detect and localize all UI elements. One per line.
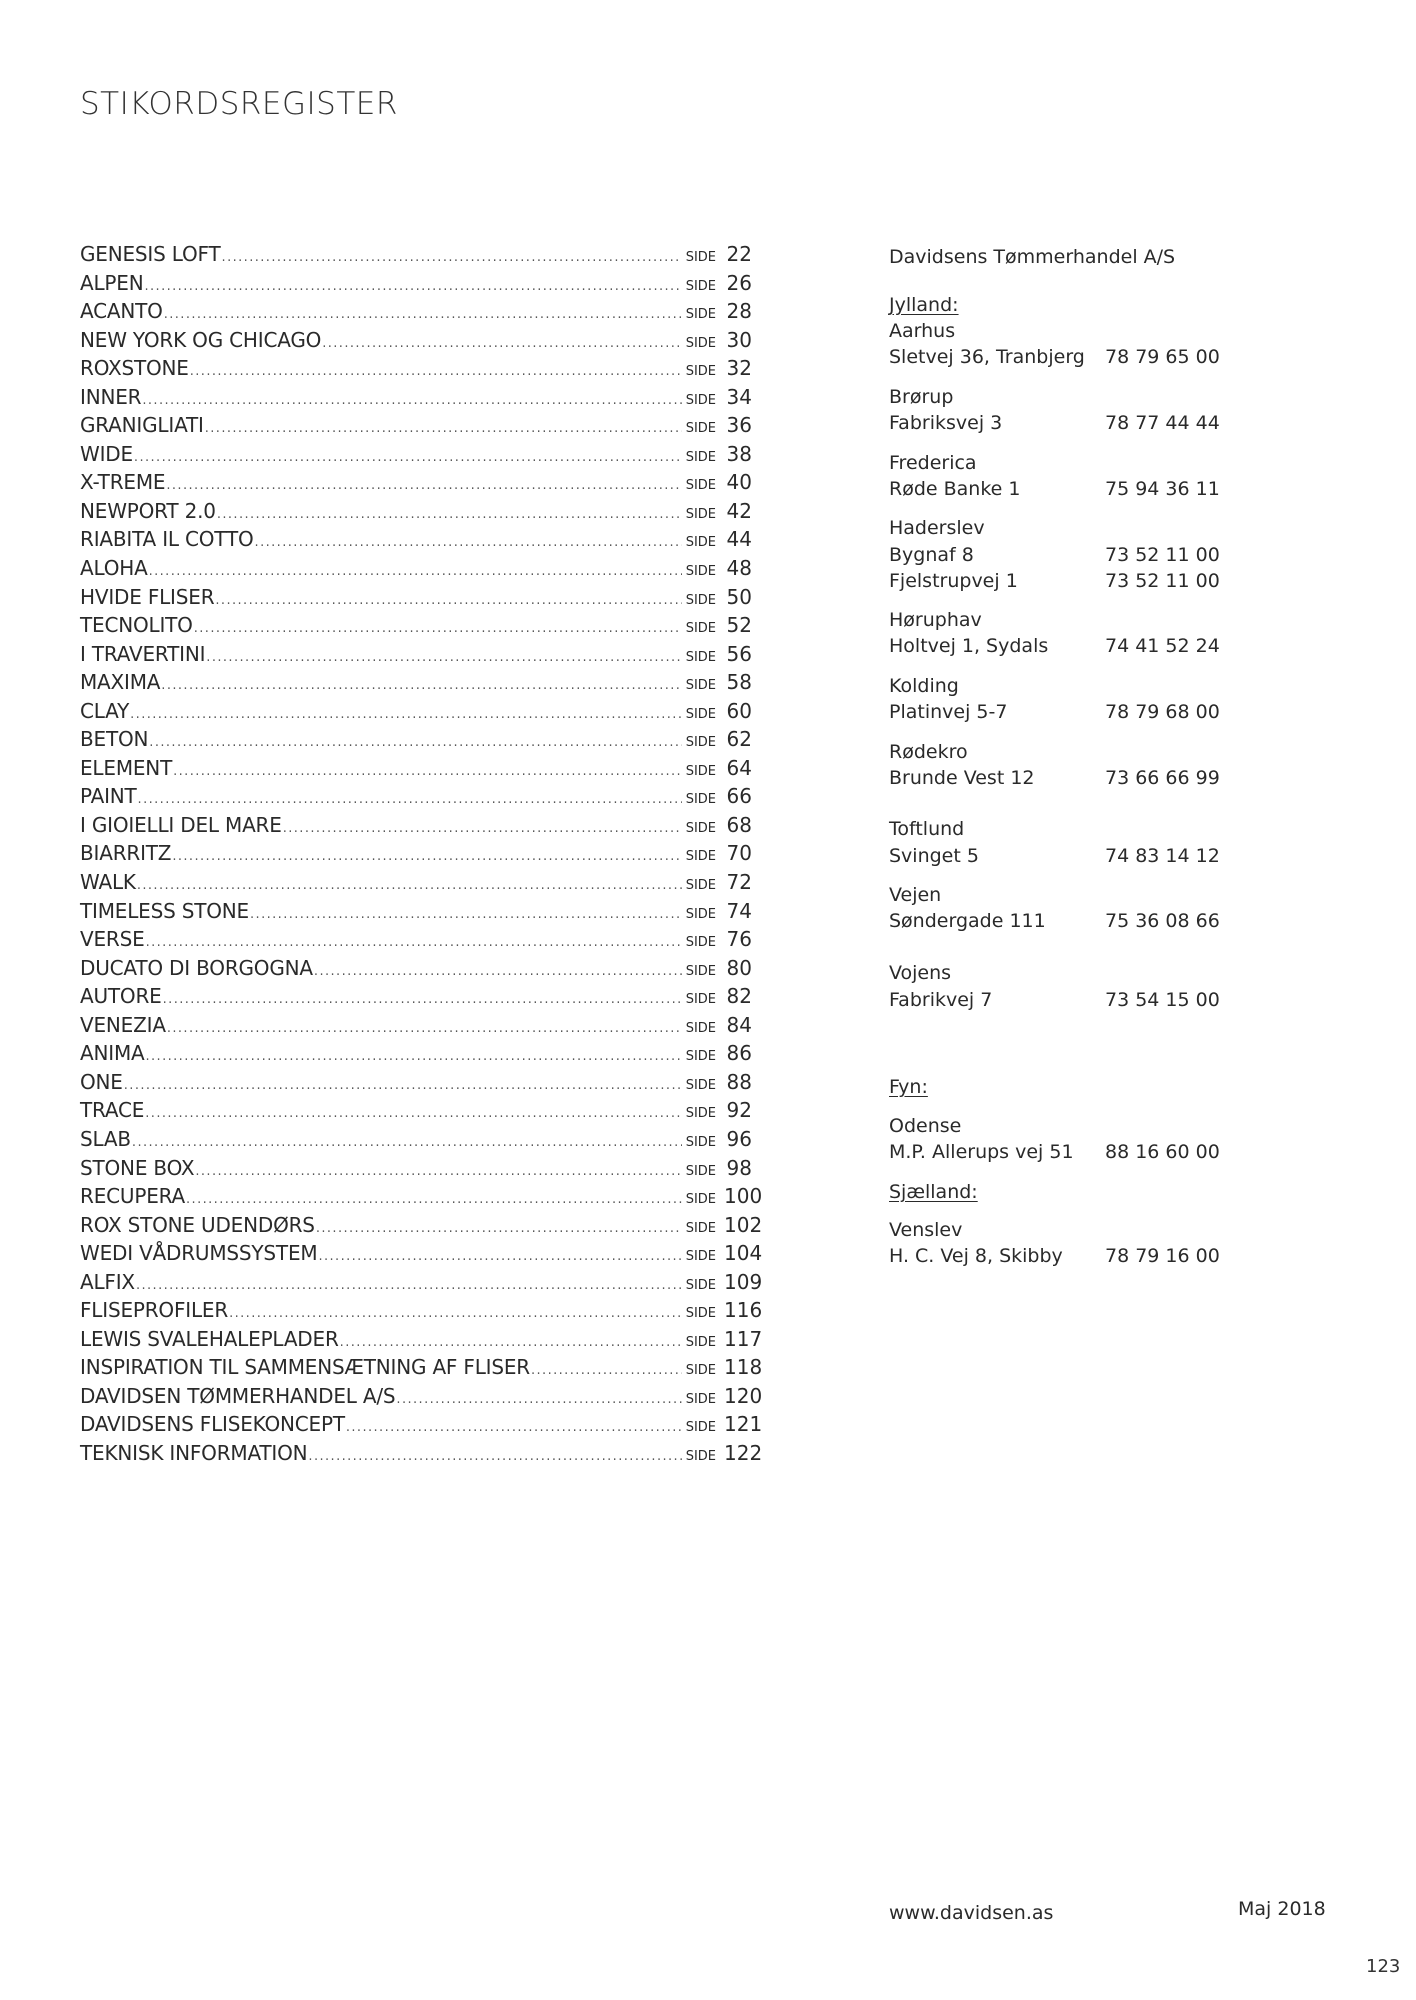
index-row — [80, 583, 752, 612]
index-entry-page: 100 — [724, 1184, 763, 1209]
index-entry-page: 44 — [726, 527, 752, 552]
branch-phone-roedekro: 73 66 66 99 — [1105, 767, 1220, 789]
index-entry-page: 52 — [726, 613, 752, 638]
index-row — [80, 725, 752, 754]
index-entry-page: 120 — [724, 1383, 763, 1408]
footer-website-link[interactable]: www.davidsen.as — [889, 1902, 1054, 1924]
branch-address-odense: M.P. Allerups vej 51 — [889, 1141, 1074, 1163]
side-label: SIDE — [685, 649, 716, 665]
side-label: SIDE — [685, 1249, 716, 1265]
index-entry-page: 66 — [726, 784, 752, 809]
index-entry-name: DUCATO DI BORGOGNA — [80, 955, 313, 980]
region-heading-fyn: Fyn: — [889, 1076, 928, 1098]
index-entry-name: ROXSTONE — [80, 356, 189, 381]
branch-city-vojens: Vojens — [889, 962, 952, 984]
side-label: SIDE — [685, 820, 716, 836]
side-label: SIDE — [685, 792, 716, 808]
index-row — [80, 1410, 763, 1439]
dot-leader — [142, 394, 681, 407]
index-row — [80, 297, 752, 326]
dot-leader — [137, 879, 682, 892]
side-label: SIDE — [685, 849, 716, 865]
side-label: SIDE — [685, 1077, 716, 1093]
dot-leader — [138, 793, 682, 806]
dot-leader — [316, 1222, 682, 1235]
branch-address2-haderslev: Fjelstrupvej 1 — [889, 570, 1018, 592]
branch-city-hoeruphav: Høruphav — [889, 609, 982, 631]
branch-address-vojens: Fabrikvej 7 — [889, 989, 993, 1011]
dot-leader — [136, 1279, 682, 1292]
dot-leader — [134, 451, 682, 464]
dot-leader — [322, 337, 681, 350]
index-entry-page: 84 — [726, 1012, 752, 1037]
index-entry-page: 34 — [726, 384, 752, 409]
index-entry-name: MAXIMA — [80, 670, 161, 695]
dot-leader — [164, 308, 682, 321]
side-label: SIDE — [685, 1277, 716, 1293]
side-label: SIDE — [685, 1220, 716, 1236]
index-row — [80, 954, 752, 983]
side-label: SIDE — [685, 1391, 716, 1407]
index-row — [80, 1068, 752, 1097]
index-entry-page: 64 — [726, 755, 752, 780]
index-entry-name: VERSE — [80, 927, 145, 952]
branch-phone-vejen: 75 36 08 66 — [1105, 910, 1220, 932]
index-entry-page: 38 — [726, 441, 752, 466]
index-entry-name: I TRAVERTINI — [80, 641, 206, 666]
index-row — [80, 326, 752, 355]
side-label: SIDE — [685, 478, 716, 494]
index-row — [80, 611, 752, 640]
branch-city-aarhus: Aarhus — [889, 320, 956, 342]
dot-leader — [340, 1336, 682, 1349]
index-entry-name: TIMELESS STONE — [80, 898, 249, 923]
branch-city-roedekro: Rødekro — [889, 741, 968, 763]
side-label: SIDE — [685, 250, 716, 265]
index-entry-page: 98 — [726, 1155, 752, 1180]
index-entry-page: 42 — [726, 498, 752, 523]
side-label: SIDE — [685, 1020, 716, 1036]
side-label: SIDE — [685, 935, 716, 951]
index-entry-name: BIARRITZ — [80, 841, 172, 866]
dot-leader — [145, 1107, 681, 1120]
dot-leader — [130, 708, 682, 721]
index-entry-page: 62 — [726, 727, 752, 752]
index-entry-name: TRACE — [80, 1098, 145, 1123]
index-row — [80, 1154, 752, 1183]
side-label: SIDE — [685, 1363, 716, 1379]
side-label: SIDE — [685, 392, 716, 408]
branch-address-kolding: Platinvej 5-7 — [889, 701, 1008, 723]
dot-leader — [222, 251, 682, 264]
index-row — [80, 868, 752, 897]
index-row — [80, 354, 752, 383]
index-row — [80, 811, 752, 840]
branch-address-fredericia: Røde Banke 1 — [889, 478, 1021, 500]
index-entry-name: NEWPORT 2.0 — [80, 498, 216, 523]
index-entry-name: WIDE — [80, 441, 133, 466]
branch-phone-broerup: 78 77 44 44 — [1105, 412, 1220, 434]
index-entry-name: RECUPERA — [80, 1184, 186, 1209]
branch-phone-odense: 88 16 60 00 — [1105, 1141, 1220, 1163]
index-row — [80, 554, 752, 583]
index-entry-name: ALPEN — [80, 270, 144, 295]
side-label: SIDE — [685, 906, 716, 922]
dot-leader — [308, 1450, 681, 1463]
index-row — [80, 269, 752, 298]
index-entry-name: TEKNISK INFORMATION — [80, 1440, 308, 1465]
side-label: SIDE — [685, 1106, 716, 1122]
index-entry-page: 32 — [726, 356, 752, 381]
index-entry-name: RIABITA IL COTTO — [80, 527, 254, 552]
index-entry-page: 74 — [726, 898, 752, 923]
branch-address-aarhus: Sletvej 36, Tranbjerg — [889, 346, 1085, 368]
dot-leader — [205, 422, 682, 435]
index-entry-page: 117 — [724, 1326, 763, 1351]
side-label: SIDE — [685, 1306, 716, 1322]
index-row — [80, 1268, 763, 1297]
company-name: Davidsens Tømmerhandel A/S — [889, 246, 1176, 268]
side-label: SIDE — [685, 1420, 716, 1436]
page-number: 123 — [1366, 1956, 1401, 1977]
index-entry-page: 36 — [726, 413, 752, 438]
index-row — [80, 1353, 763, 1382]
index-row — [80, 411, 752, 440]
side-label: SIDE — [685, 449, 716, 465]
index-entry-page: 48 — [726, 556, 752, 581]
dot-leader — [149, 565, 682, 578]
index-entry-page: 72 — [726, 870, 752, 895]
side-label: SIDE — [685, 763, 716, 779]
dot-leader — [318, 1250, 681, 1263]
index-row — [80, 1011, 752, 1040]
index-entry-name: ACANTO — [80, 299, 163, 324]
side-label: SIDE — [685, 678, 716, 694]
index-entry-name: GRANIGLIATI — [80, 413, 204, 438]
index-entry-page: 28 — [726, 299, 752, 324]
branch-phone-vojens: 73 54 15 00 — [1105, 989, 1220, 1011]
index-entry-page: 86 — [726, 1041, 752, 1066]
dot-leader — [124, 1079, 682, 1092]
index-row — [80, 1325, 763, 1354]
region-heading-sjaelland: Sjælland: — [889, 1181, 978, 1203]
index-row — [80, 1182, 763, 1211]
index-row — [80, 697, 752, 726]
index-row — [80, 1211, 763, 1240]
dot-leader — [173, 765, 682, 778]
branch-address-hoeruphav: Holtvej 1, Sydals — [889, 635, 1049, 657]
index-entry-page: 22 — [726, 242, 752, 266]
index-entry-page: 68 — [726, 812, 752, 837]
branch-city-broerup: Brørup — [889, 386, 954, 408]
dot-leader — [531, 1364, 682, 1377]
dot-leader — [215, 594, 681, 607]
branch-phone-venslev: 78 79 16 00 — [1105, 1245, 1220, 1267]
dot-leader — [314, 965, 682, 978]
branch-address-haderslev: Bygnaf 8 — [889, 544, 974, 566]
index-entry-page: 102 — [724, 1212, 763, 1237]
dot-leader — [132, 1136, 682, 1149]
branch-address-venslev: H. C. Vej 8, Skibby — [889, 1245, 1063, 1267]
index-entry-page: 40 — [726, 470, 752, 495]
branch-phone-fredericia: 75 94 36 11 — [1105, 478, 1220, 500]
index-entry-name: INNER — [80, 384, 142, 409]
index-row — [80, 1125, 752, 1154]
side-label: SIDE — [685, 878, 716, 894]
side-label: SIDE — [685, 506, 716, 522]
index-entry-page: 88 — [726, 1069, 752, 1094]
index-entry-name: LEWIS SVALEHALEPLADER — [80, 1326, 339, 1351]
branch-city-kolding: Kolding — [889, 675, 959, 697]
index-entry-page: 60 — [726, 698, 752, 723]
index-entry-page: 122 — [724, 1440, 763, 1465]
index-entry-name: X-TREME — [80, 470, 166, 495]
index-row — [80, 497, 752, 526]
side-label: SIDE — [685, 564, 716, 580]
index-entry-page: 104 — [724, 1241, 763, 1266]
footer-date: Maj 2018 — [1238, 1898, 1326, 1920]
dot-leader — [396, 1393, 681, 1406]
side-label: SIDE — [685, 992, 716, 1008]
index-entry-page: 70 — [726, 841, 752, 866]
dot-leader — [144, 280, 681, 293]
index-entry-name: CLAY — [80, 698, 130, 723]
side-label: SIDE — [685, 706, 716, 722]
branch-address-broerup: Fabriksvej 3 — [889, 412, 1003, 434]
index-entry-name: SLAB — [80, 1126, 131, 1151]
side-label: SIDE — [685, 1163, 716, 1179]
index-row — [80, 1239, 763, 1268]
branch-phone-toftlund: 74 83 14 12 — [1105, 845, 1220, 867]
index-row — [80, 1296, 763, 1325]
index-entry-page: 80 — [726, 955, 752, 980]
side-label: SIDE — [685, 535, 716, 551]
side-label: SIDE — [685, 335, 716, 351]
index-entry-name: NEW YORK OG CHICAGO — [80, 327, 322, 352]
branch-city-haderslev: Haderslev — [889, 517, 985, 539]
index-entry-page: 50 — [726, 584, 752, 609]
index-entry-page: 76 — [726, 927, 752, 952]
index-entry-page: 109 — [724, 1269, 763, 1294]
dot-leader — [146, 936, 682, 949]
branch-phone-haderslev: 73 52 11 00 — [1105, 544, 1220, 566]
side-label: SIDE — [685, 963, 716, 979]
branch-address-roedekro: Brunde Vest 12 — [889, 767, 1035, 789]
index-row — [80, 1439, 763, 1468]
dot-leader — [217, 508, 682, 521]
index-entry-page: 121 — [724, 1412, 763, 1437]
dot-leader — [194, 622, 682, 635]
index-entry-name: ANIMA — [80, 1041, 145, 1066]
side-label: SIDE — [685, 1192, 716, 1208]
index-entry-page: 30 — [726, 327, 752, 352]
index-row — [80, 897, 752, 926]
index-row — [80, 1039, 752, 1068]
index-entry-name: TECNOLITO — [80, 613, 193, 638]
index-entry-name: DAVIDSENS FLISEKONCEPT — [80, 1412, 345, 1437]
index-row — [80, 440, 752, 469]
dot-leader — [195, 1165, 681, 1178]
index-row — [80, 383, 752, 412]
side-label: SIDE — [685, 1134, 716, 1150]
index-entry-name: AUTORE — [80, 984, 162, 1009]
index-entry-name: ALFIX — [80, 1269, 135, 1294]
index-row — [80, 1096, 752, 1125]
index-row — [80, 754, 752, 783]
index-row — [80, 1382, 763, 1411]
index-row — [80, 982, 752, 1011]
side-label: SIDE — [685, 1049, 716, 1065]
dot-leader — [145, 1050, 681, 1063]
index-entry-name: ONE — [80, 1069, 123, 1094]
index-entry-page: 116 — [724, 1298, 763, 1323]
index-entry-name: VENEZIA — [80, 1012, 166, 1037]
dot-leader — [167, 1022, 682, 1035]
branch-city-vejen: Vejen — [889, 884, 942, 906]
index-entry-name: WEDI VÅDRUMSSYSTEM — [80, 1241, 318, 1266]
index-entry-page: 58 — [726, 670, 752, 695]
dot-leader — [250, 908, 682, 921]
branch-phone2-haderslev: 73 52 11 00 — [1105, 570, 1220, 592]
index-entry-name: WALK — [80, 870, 136, 895]
dot-leader — [346, 1421, 682, 1434]
index-entry-name: ELEMENT — [80, 755, 173, 780]
index-entry-name: STONE BOX — [80, 1155, 195, 1180]
index-row — [80, 525, 752, 554]
index-entry-name: PAINT — [80, 784, 137, 809]
index-entry-name: BETON — [80, 727, 149, 752]
index-entry-name: I GIOIELLI DEL MARE — [80, 812, 282, 837]
region-heading-jylland: Jylland: — [889, 294, 959, 316]
index-row — [80, 640, 752, 669]
branch-phone-kolding: 78 79 68 00 — [1105, 701, 1220, 723]
index-row — [80, 782, 752, 811]
index-row — [80, 925, 752, 954]
index-entry-name: HVIDE FLISER — [80, 584, 215, 609]
index-entry-page: 92 — [726, 1098, 752, 1123]
branch-address-vejen: Søndergade 111 — [889, 910, 1046, 932]
dot-leader — [283, 822, 682, 835]
branch-phone-aarhus: 78 79 65 00 — [1105, 346, 1220, 368]
index-entry-name: DAVIDSEN TØMMERHANDEL A/S — [80, 1383, 396, 1408]
dot-leader — [172, 850, 681, 863]
branch-city-toftlund: Toftlund — [889, 818, 965, 840]
side-label: SIDE — [685, 278, 716, 294]
index-row — [80, 240, 752, 269]
index-entry-page: 56 — [726, 641, 752, 666]
side-label: SIDE — [685, 1334, 716, 1350]
index-entry-page: 26 — [726, 270, 752, 295]
index-entry-page: 96 — [726, 1126, 752, 1151]
index-entry-page: 118 — [724, 1355, 763, 1380]
index-row — [80, 468, 752, 497]
branch-phone-hoeruphav: 74 41 52 24 — [1105, 635, 1220, 657]
side-label: SIDE — [685, 364, 716, 380]
dot-leader — [149, 736, 681, 749]
branch-address-toftlund: Svinget 5 — [889, 845, 979, 867]
dot-leader — [190, 365, 682, 378]
index-entry-name: ALOHA — [80, 556, 148, 581]
page-title: STIKORDSREGISTER — [80, 86, 398, 122]
dot-leader — [166, 479, 681, 492]
dot-leader — [163, 993, 682, 1006]
dot-leader — [229, 1307, 682, 1320]
index-entry-name: ROX STONE UDENDØRS — [80, 1212, 315, 1237]
side-label: SIDE — [685, 1448, 716, 1464]
index-entry-name: INSPIRATION TIL SAMMENSÆTNING AF FLISER — [80, 1355, 530, 1380]
index-entry-name: GENESIS LOFT — [80, 242, 221, 266]
branch-city-fredericia: Frederica — [889, 452, 977, 474]
side-label: SIDE — [685, 621, 716, 637]
dot-leader — [161, 679, 681, 692]
branch-city-odense: Odense — [889, 1115, 962, 1137]
side-label: SIDE — [685, 307, 716, 323]
side-label: SIDE — [685, 421, 716, 437]
index-row — [80, 839, 752, 868]
index-entry-page: 82 — [726, 984, 752, 1009]
dot-leader — [186, 1193, 682, 1206]
side-label: SIDE — [685, 735, 716, 751]
dot-leader — [206, 651, 681, 664]
index-row — [80, 668, 752, 697]
index-list — [80, 240, 763, 1468]
dot-leader — [255, 536, 682, 549]
branch-city-venslev: Venslev — [889, 1219, 963, 1241]
index-entry-name: FLISEPROFILER — [80, 1298, 229, 1323]
side-label: SIDE — [685, 592, 716, 608]
